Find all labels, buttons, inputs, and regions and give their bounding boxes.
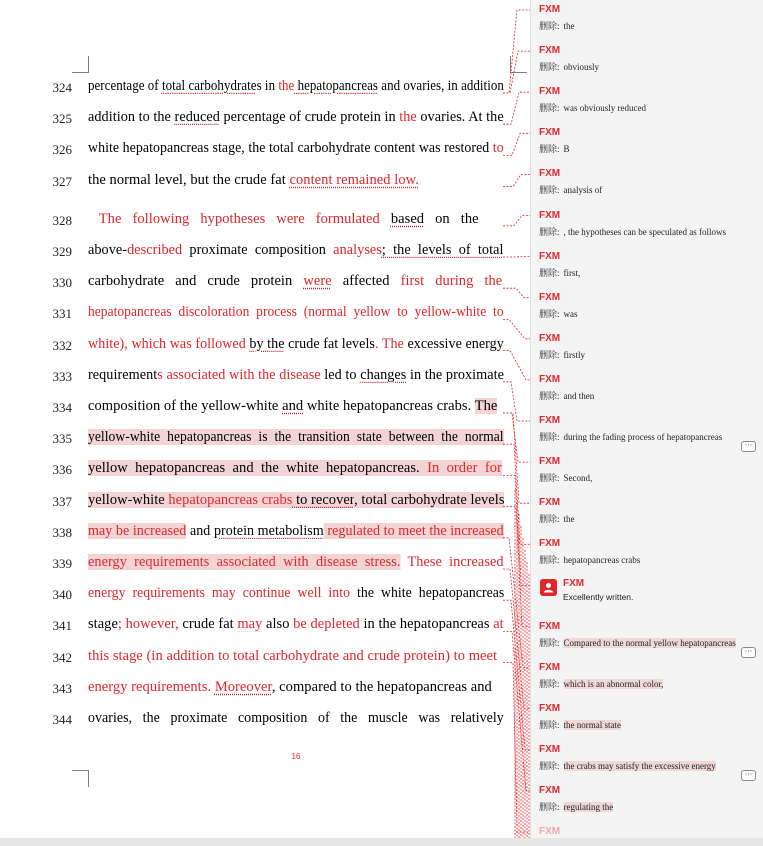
line-text[interactable] — [88, 616, 502, 633]
deletion-content[interactable] — [539, 101, 646, 114]
balloon-author: FXM — [539, 784, 561, 796]
balloon-author: FXM — [539, 291, 561, 303]
deletion-label: 删除: — [539, 267, 560, 278]
text-run[interactable]: The — [474, 398, 498, 414]
deletion-content[interactable] — [539, 512, 575, 525]
document-line[interactable] — [0, 335, 520, 357]
deleted-text: obviously — [563, 62, 600, 73]
page-number: 16 — [291, 752, 301, 761]
deletion-label: 删除: — [539, 637, 560, 648]
text-run[interactable]: carbohydrate — [185, 78, 257, 94]
revised-text[interactable]: regulated to meet the increased — [323, 522, 504, 539]
deleted-text: the — [563, 514, 575, 525]
deletion-label: 删除: — [539, 103, 560, 114]
deleted-text: was — [563, 308, 578, 319]
revised-text[interactable]: associated with the disease — [162, 366, 321, 383]
deleted-text: during the fading process of hepatopancreas — [563, 432, 723, 442]
revised-text[interactable]: energy requirements may continue well into — [88, 585, 351, 602]
line-text[interactable] — [88, 398, 504, 415]
deleted-text: B — [563, 144, 570, 155]
balloon-author: FXM — [539, 415, 561, 426]
line-number: 340 — [52, 587, 72, 603]
line-text[interactable] — [88, 273, 504, 290]
line-text[interactable] — [88, 710, 504, 727]
deletion-balloon[interactable] — [531, 247, 763, 287]
text-run[interactable]: yellow-white — [88, 491, 169, 508]
deletion-balloon[interactable] — [531, 206, 763, 246]
text-run[interactable]: carbohydrate and crude protein — [88, 273, 304, 290]
comment-balloon[interactable] — [531, 575, 763, 615]
document-line[interactable] — [0, 139, 520, 161]
revised-text[interactable]: first during the — [400, 273, 503, 290]
line-text[interactable] — [88, 109, 504, 126]
document-line[interactable] — [0, 210, 520, 232]
text-run[interactable]: yellow hepatopancreas and the white hepatopancreas. — [88, 460, 428, 477]
text-run[interactable]: crude fat — [178, 616, 238, 633]
balloon-author: FXM — [539, 538, 561, 550]
crop-mark-bottom-left — [72, 770, 89, 787]
text-run[interactable]: hepatopancreas — [294, 78, 379, 94]
balloon-author: FXM — [539, 826, 561, 837]
balloon-author: FXM — [539, 250, 561, 262]
ellipsis-icon[interactable]: ··· — [741, 770, 756, 781]
text-run[interactable]: in the hepatopancreas — [359, 616, 494, 633]
line-text[interactable] — [88, 429, 504, 446]
text-run[interactable]: based — [390, 210, 425, 227]
text-run[interactable]: the white hepatopancreas — [350, 585, 505, 602]
revised-text[interactable]: were — [303, 273, 332, 290]
text-run[interactable]: proximate composition — [182, 242, 334, 258]
revised-text[interactable]: this stage (in addition to total carbohydrate and crude protein) to meet — [88, 647, 498, 664]
balloon-author: FXM — [539, 127, 561, 139]
deletion-content[interactable] — [539, 348, 585, 361]
document-line[interactable] — [0, 366, 520, 388]
revised-text[interactable]: the — [278, 78, 295, 94]
balloon-author: FXM — [539, 743, 561, 755]
deleted-text: analysis of — [563, 185, 603, 196]
balloon-author: FXM — [539, 661, 561, 673]
text-run[interactable]: stage — [88, 616, 118, 633]
balloon-author: FXM — [539, 620, 561, 632]
document-line[interactable] — [0, 553, 520, 575]
deleted-text: the — [563, 21, 575, 31]
deletion-content[interactable] — [539, 636, 736, 649]
document-line[interactable] — [0, 709, 520, 731]
deleted-text: the crabs may satisfy the excessive energy — [563, 760, 716, 771]
text-run[interactable]: percentage of — [88, 78, 162, 94]
balloon-author: FXM — [539, 168, 561, 180]
deletion-content[interactable] — [539, 266, 580, 279]
document-line[interactable] — [0, 615, 520, 637]
document-line[interactable] — [0, 397, 520, 419]
deleted-text: which is an abnormal color, — [563, 678, 664, 689]
deletion-label: 删除: — [539, 226, 560, 237]
text-run[interactable]: crude fat levels — [284, 335, 375, 352]
line-text[interactable] — [88, 335, 504, 353]
revised-text[interactable]: described — [127, 242, 183, 258]
deletion-label: 删除: — [539, 349, 560, 360]
document-line[interactable] — [0, 647, 520, 669]
deletion-balloon[interactable] — [531, 329, 763, 369]
revised-text[interactable]: may be increased — [88, 522, 187, 539]
revised-text[interactable]: hepatopancreas discoloration process (normal yellow to yellow-white to — [88, 304, 504, 321]
document-line[interactable] — [0, 459, 520, 481]
line-text[interactable] — [88, 172, 504, 189]
deletion-content[interactable] — [539, 800, 613, 813]
line-text[interactable] — [88, 78, 504, 95]
text-run[interactable]: affected — [331, 273, 401, 290]
deletion-balloon[interactable] — [531, 781, 763, 821]
text-run[interactable]: excessive energy — [403, 335, 504, 352]
text-run[interactable]: yellow-white hepatopancreas is the transition state between the normal — [88, 429, 504, 446]
deleted-text: and then — [563, 390, 595, 401]
text-run[interactable]: in the proximate — [406, 366, 505, 383]
deletion-label: 删除: — [539, 390, 560, 401]
deletion-balloon[interactable] — [531, 699, 763, 739]
text-run[interactable]: by the — [249, 335, 285, 352]
balloon-author: FXM — [539, 456, 561, 468]
document-line[interactable] — [0, 522, 520, 544]
balloon-author: FXM — [539, 4, 561, 15]
deletion-label: 删除: — [539, 185, 560, 196]
deletion-content[interactable] — [539, 430, 722, 443]
revised-text[interactable]: may — [237, 616, 263, 633]
line-text[interactable] — [88, 211, 504, 228]
line-text[interactable] — [88, 460, 504, 477]
document-line[interactable] — [0, 428, 520, 450]
deletion-label: 删除: — [539, 21, 560, 31]
deletion-label: 删除: — [539, 678, 560, 689]
deletion-label: 删除: — [539, 514, 560, 525]
document-line[interactable] — [0, 272, 520, 294]
text-run[interactable]: s in — [256, 78, 279, 94]
document-line[interactable] — [0, 108, 520, 130]
deletion-label: 删除: — [539, 760, 560, 771]
markup-balloon-pane[interactable] — [530, 0, 763, 846]
revised-text[interactable]: In order for — [427, 460, 502, 477]
document-line[interactable] — [0, 678, 520, 700]
text-run[interactable]: changes — [360, 366, 407, 383]
text-run[interactable]: , total carbohydrate levels — [354, 491, 505, 508]
revised-text[interactable]: The following hypotheses were formulated — [88, 210, 391, 227]
deletion-content[interactable] — [539, 759, 716, 772]
revised-text[interactable]: energy requirements. — [88, 678, 215, 695]
deletion-content[interactable] — [539, 389, 594, 402]
ellipsis-icon[interactable]: ··· — [741, 647, 756, 658]
text-run[interactable]: protein metabolism — [213, 522, 324, 539]
line-number: 343 — [52, 680, 72, 696]
revised-text[interactable]: ; however, — [117, 616, 179, 633]
balloon-author: FXM — [539, 45, 561, 57]
text-run[interactable]: requirement — [88, 366, 158, 383]
revised-text[interactable]: These increased — [407, 554, 504, 570]
deletion-balloon[interactable] — [531, 452, 763, 492]
scrollbar-track[interactable] — [0, 838, 763, 846]
deletion-balloon[interactable] — [531, 41, 763, 81]
revised-text[interactable]: the — [399, 109, 417, 126]
revised-text[interactable]: white), which was followed — [88, 335, 250, 352]
revised-text[interactable]: Moreover — [214, 678, 272, 695]
text-run[interactable]: to recover — [292, 491, 355, 508]
line-number: 330 — [52, 275, 72, 291]
deletion-label: 删除: — [539, 308, 560, 319]
line-number: 331 — [52, 306, 72, 322]
line-text[interactable] — [88, 554, 504, 571]
line-number: 332 — [52, 337, 72, 353]
text-run[interactable]: , compared to the hepatopancreas and — [271, 678, 492, 695]
deletion-balloon[interactable] — [531, 123, 763, 163]
text-run[interactable]: the normal level, but the crude fat — [88, 171, 290, 188]
deletion-label: 删除: — [539, 62, 560, 73]
deletion-balloon[interactable] — [531, 370, 763, 410]
deletion-balloon[interactable] — [531, 534, 763, 574]
line-number: 333 — [52, 368, 72, 384]
deleted-text: Second, — [563, 473, 593, 484]
comment-text[interactable]: Excellently written. — [563, 592, 634, 603]
comment-author: FXM — [563, 578, 585, 590]
deletion-content[interactable] — [539, 307, 578, 320]
balloon-author: FXM — [539, 86, 561, 98]
line-number: 326 — [52, 142, 72, 158]
text-run[interactable]: reduced — [174, 109, 220, 126]
document-line[interactable] — [0, 241, 520, 263]
deletion-label: 删除: — [539, 473, 560, 484]
line-number: 327 — [52, 173, 72, 189]
deleted-text: first, — [563, 267, 581, 278]
deleted-text: firstly — [563, 349, 586, 360]
user-avatar-icon — [540, 579, 557, 596]
deletion-content[interactable] — [539, 225, 726, 238]
document-line[interactable] — [0, 303, 520, 325]
deletion-balloon[interactable] — [531, 164, 763, 204]
deletion-balloon[interactable] — [531, 288, 763, 328]
balloon-author: FXM — [539, 702, 561, 714]
text-run[interactable]: addition to the — [88, 109, 175, 126]
text-run[interactable]: total — [161, 78, 186, 94]
text-run[interactable]: ovaries, the proximate composition of the muscle was relatively — [88, 710, 504, 726]
deletion-balloon[interactable] — [531, 82, 763, 122]
deletion-content[interactable] — [539, 553, 640, 566]
revised-text[interactable]: energy requirements associated with disease stress. — [88, 554, 401, 570]
line-number: 335 — [52, 431, 72, 447]
text-run[interactable]: percentage of crude protein in — [219, 109, 400, 126]
line-text[interactable] — [88, 304, 504, 321]
deletion-content[interactable] — [539, 183, 602, 196]
line-number: 334 — [52, 400, 72, 415]
deleted-text: was obviously reduced — [563, 103, 646, 114]
line-number: 324 — [52, 80, 72, 95]
revised-text[interactable]: analyses — [333, 242, 382, 258]
text-run[interactable]: and — [282, 398, 304, 414]
line-number: 338 — [52, 524, 72, 540]
line-number: 336 — [52, 462, 72, 478]
revised-text[interactable]: to — [492, 140, 504, 157]
document-line[interactable] — [0, 171, 520, 193]
deleted-text: the normal state — [563, 719, 621, 730]
deletion-label: 删除: — [539, 555, 560, 566]
text-run[interactable]: white hepatopancreas stage, the total carbohydrate content was restored — [88, 140, 493, 157]
deleted-text: , the hypotheses can be speculated as follows — [563, 226, 726, 237]
text-run[interactable]: ; the levels of total — [381, 242, 504, 258]
revised-text[interactable]: be depleted — [293, 616, 360, 633]
revised-text[interactable]: . The — [374, 335, 404, 352]
crop-mark-top-left — [72, 56, 89, 73]
line-number: 325 — [52, 111, 72, 127]
deletion-balloon[interactable] — [531, 493, 763, 533]
balloon-author: FXM — [539, 497, 561, 509]
deletion-balloon[interactable] — [531, 617, 763, 657]
line-text[interactable] — [88, 140, 504, 157]
deletion-content[interactable] — [539, 471, 592, 484]
text-run[interactable]: on the — [424, 210, 479, 227]
deletion-content[interactable] — [539, 677, 663, 690]
line-text[interactable] — [88, 491, 505, 509]
revised-text[interactable]: s — [157, 366, 163, 383]
deletion-balloon[interactable] — [531, 0, 763, 40]
text-run[interactable]: above- — [88, 242, 128, 258]
deletion-label: 删除: — [539, 719, 560, 730]
line-number: 328 — [52, 212, 72, 228]
line-text[interactable] — [88, 366, 505, 384]
deletion-balloon[interactable] — [531, 658, 763, 698]
text-run[interactable]: white hepatopancreas crabs. — [303, 398, 475, 414]
deletion-label: 删除: — [539, 432, 560, 442]
balloon-author: FXM — [539, 332, 561, 344]
line-text[interactable] — [88, 679, 504, 696]
deletion-balloon[interactable] — [531, 740, 763, 780]
document-line[interactable] — [0, 491, 520, 513]
balloon-author: FXM — [539, 373, 561, 385]
deletion-balloon[interactable] — [531, 411, 763, 451]
line-text[interactable] — [88, 585, 505, 602]
deletion-content[interactable] — [539, 142, 570, 155]
line-number: 342 — [52, 649, 72, 665]
line-text[interactable] — [88, 522, 504, 540]
line-number: 341 — [52, 618, 72, 634]
revised-text[interactable]: at — [493, 616, 504, 633]
balloon-author: FXM — [539, 209, 561, 221]
ellipsis-icon[interactable]: ··· — [741, 441, 756, 452]
text-run[interactable]: composition of the yellow-white — [88, 398, 283, 414]
line-number: 339 — [52, 556, 72, 571]
deleted-text: Compared to the normal yellow hepatopancreas — [563, 637, 736, 648]
deletion-label: 删除: — [539, 801, 560, 812]
line-number: 329 — [52, 244, 72, 259]
document-line[interactable] — [0, 584, 520, 606]
deletion-label: 删除: — [539, 144, 560, 155]
deletion-content[interactable] — [539, 718, 621, 731]
revised-text[interactable]: hepatopancreas crabs — [168, 491, 293, 508]
deleted-text: hepatopancreas crabs — [563, 555, 641, 566]
deletion-content[interactable] — [539, 60, 599, 73]
text-run[interactable]: ovaries. At the — [416, 109, 504, 126]
text-run[interactable]: led to — [320, 366, 361, 383]
deleted-text: regulating the — [563, 801, 614, 812]
deletion-content[interactable] — [539, 19, 575, 32]
revised-text[interactable]: content remained low. — [289, 171, 419, 188]
text-run[interactable]: also — [262, 616, 294, 633]
line-number: 344 — [52, 712, 72, 727]
text-run[interactable]: and ovaries, in addition — [378, 78, 504, 94]
line-text[interactable] — [88, 648, 504, 665]
line-number: 337 — [52, 493, 72, 509]
document-line[interactable] — [0, 77, 520, 99]
line-text[interactable] — [88, 242, 504, 259]
text-run[interactable]: and — [186, 522, 214, 539]
